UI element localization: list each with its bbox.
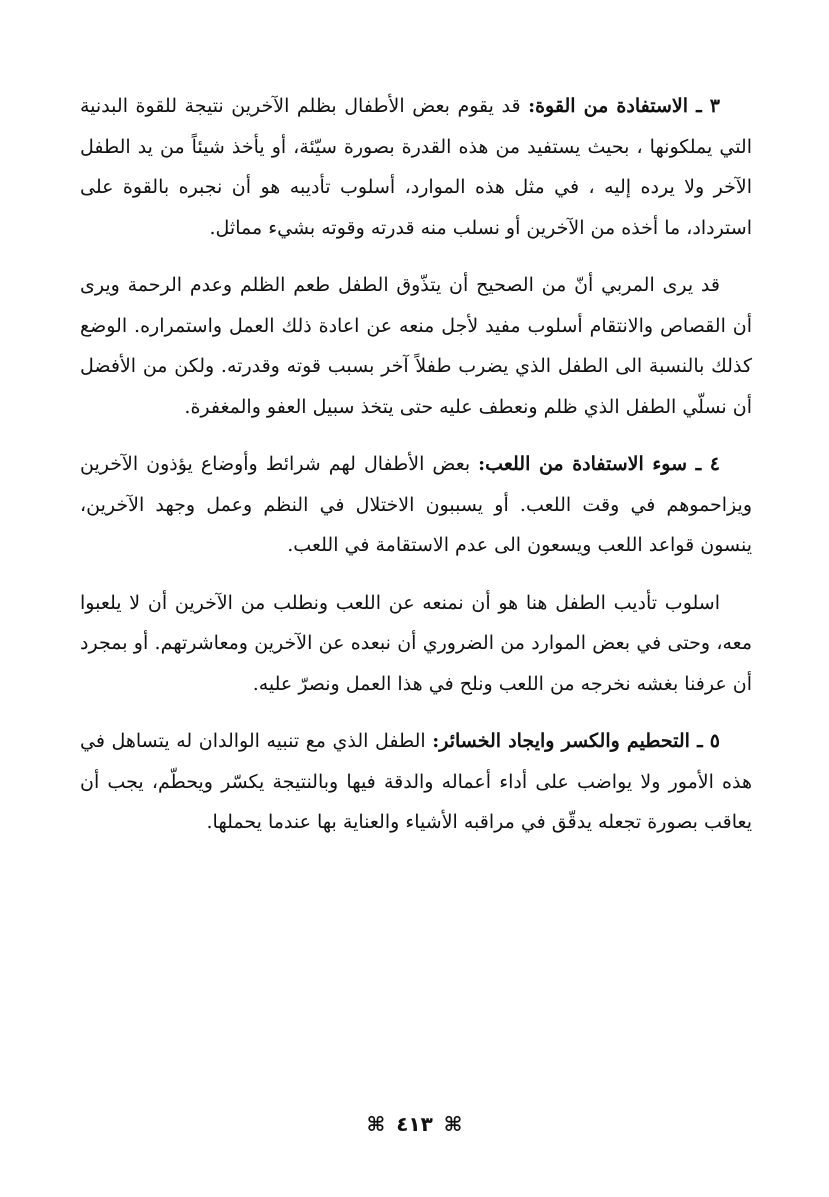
paragraph-1 — [80, 86, 752, 248]
paragraph-1-text: قد يقوم بعض الأطفال بظلم الآخرين نتيجة للقوة البدنية التي يملكونها ، بحيث يستفيد من هذه القدرة بصورة سيّئة، أو يأخذ شيئاً من يد الطفل الآخر ولا يرده إليه ، في مثل هذه الموارد، أسلوب تأديبه هو أن نجبره بالقوة على استرداد، ما أخذه من الآخرين أو نسلب منه قدرته وقوته بشيء مماثل. — [80, 95, 752, 239]
ornament-left-icon: ⌘ — [366, 1112, 386, 1136]
page-body — [80, 86, 752, 843]
paragraph-5-heading: ٥ ـ التحطيم والكسر وايجاد الخسائر: — [432, 730, 721, 752]
paragraph-5 — [80, 721, 752, 843]
paragraph-4 — [80, 583, 752, 705]
paragraph-2 — [80, 265, 752, 427]
page-number: ٤١٣ — [396, 1112, 433, 1136]
paragraph-1-heading: ٣ ـ الاستفادة من القوة: — [528, 95, 720, 117]
paragraph-3-text: بعض الأطفال لهم شرائط وأوضاع يؤذون الآخرين ويزاحموهم في وقت اللعب. أو يسببون الاختلال في النظم وعمل وجهد الآخرين، ينسون قواعد اللعب ويسعون الى عدم الاستقامة في اللعب. — [80, 453, 752, 556]
paragraph-2-text: قد يرى المربي أنّ من الصحيح أن يتذّوق الطفل طعم الظلم وعدم الرحمة ويرى أن القصاص والانتقام أسلوب مفيد لأجل منعه عن اعادة ذلك العمل واستمراره. الوضع كذلك بالنسبة الى الطفل الذي يضرب طفلاً آخر بسبب قوته وقدرته. ولكن من الأفضل أن نسلّي الطفل الذي ظلم ونعطف عليه حتى يتخذ سبيل العفو والمغفرة. — [80, 274, 752, 418]
paragraph-5-text: الطفل الذي مع تنبيه الوالدان له يتساهل في هذه الأمور ولا يواضب على أداء أعماله والدقة فيها وبالنتيجة يكسّر ويحطّم، يجب أن يعاقب بصورة تجعله يدقّق في مراقبه الأشياء والعناية بها عندما يحملها. — [80, 730, 752, 833]
paragraph-3 — [80, 444, 752, 566]
paragraph-4-text: اسلوب تأديب الطفل هنا هو أن نمنعه عن اللعب ونطلب من الآخرين أن لا يلعبوا معه، وحتى في بعض الموارد من الضروري أن نبعده عن الآخرين ومعاشرتهم. أو بمجرد أن عرفنا بغشه نخرجه من اللعب ونلح في هذا العمل ونصرّ عليه. — [80, 591, 752, 695]
paragraph-3-heading: ٤ ـ سوء الاستفادة من اللعب: — [478, 453, 721, 475]
ornament-right-icon: ⌘ — [443, 1112, 463, 1136]
page-footer — [0, 1112, 829, 1136]
